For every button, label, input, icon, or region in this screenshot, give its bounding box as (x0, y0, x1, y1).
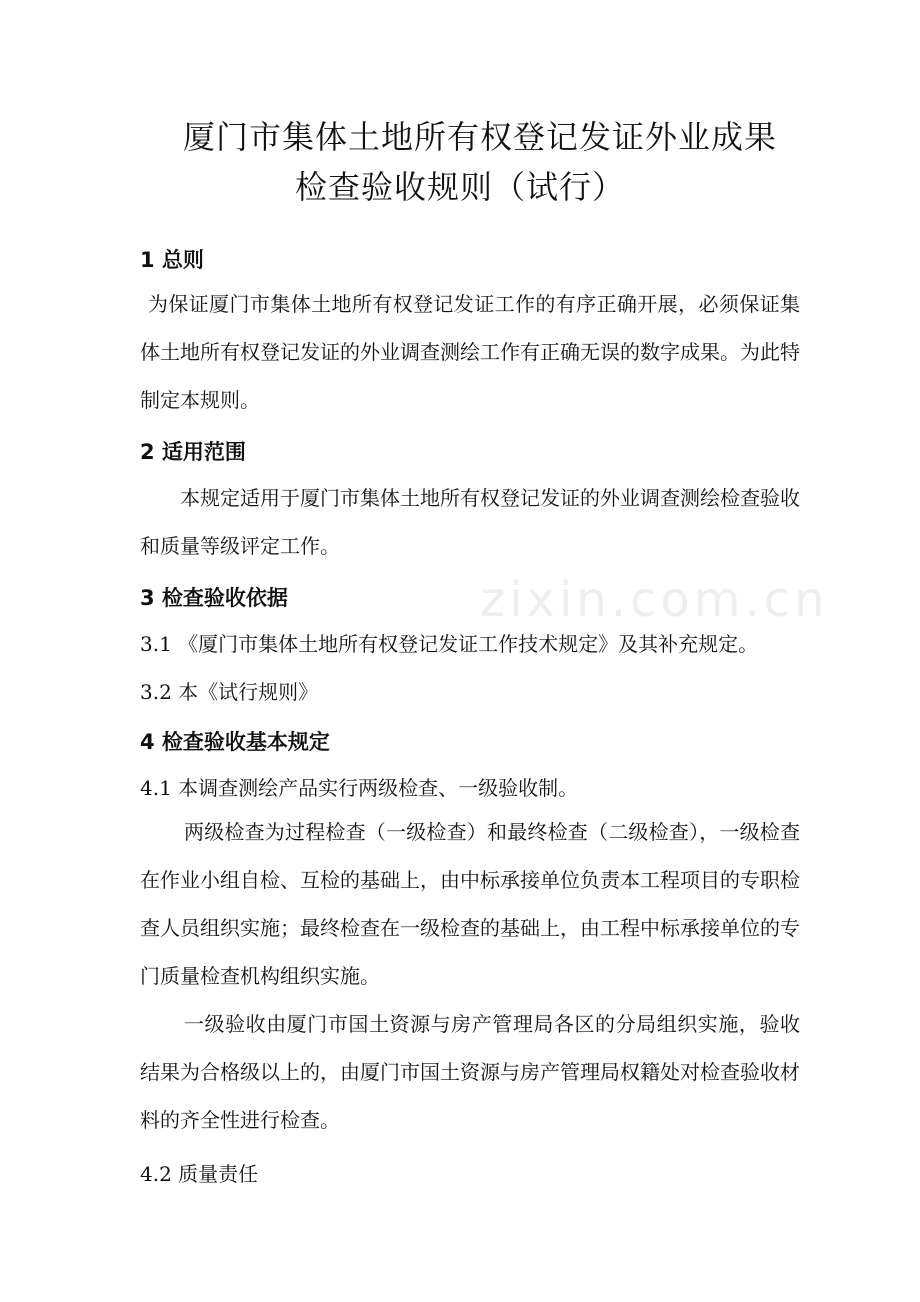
section-3-heading: 3 检查验收依据 (140, 586, 288, 610)
section-3-1: 3.1 《厦门市集体土地所有权登记发证工作技术规定》及其补充规定。 (140, 632, 759, 656)
section-2-heading: 2 适用范围 (140, 440, 246, 464)
section-4-1: 4.1 本调查测绘产品实行两级检查、一级验收制。 (140, 776, 579, 800)
section-1-paragraph: 为保证厦门市集体土地所有权登记发证工作的有序正确开展，必须保证集体土地所有权登记发证的外业调查测绘工作有正确无误的数字成果。为此特制定本规则。 (140, 292, 800, 412)
section-3-2: 3.2 本《试行规则》 (140, 680, 319, 704)
section-1-heading: 1 总则 (140, 248, 204, 272)
document-title-line1: 厦门市集体土地所有权登记发证外业成果 (182, 118, 777, 156)
section-2-paragraph: 本规定适用于厦门市集体土地所有权登记发证的外业调查测绘检查验收和质量等级评定工作。 (140, 486, 800, 558)
section-4-heading: 4 检查验收基本规定 (140, 730, 330, 754)
document-title-line2: 检查验收规则（试行） (294, 168, 625, 206)
watermark: zixin.com.cn (480, 572, 829, 628)
section-4-1-paragraph-1: 两级检查为过程检查（一级检查）和最终检查（二级检查），一级检查在作业小组自检、互检的基础上，由中标承接单位负责本工程项目的专职检查人员组织实施；最终检查在一级检查的基础上，由工程中标承接单位的专门质量检查机构组织实施。 (140, 820, 800, 988)
section-4-2: 4.2 质量责任 (140, 1162, 259, 1186)
section-4-1-paragraph-2: 一级验收由厦门市国土资源与房产管理局各区的分局组织实施，验收结果为合格级以上的，由厦门市国土资源与房产管理局权籍处对检查验收材料的齐全性进行检查。 (140, 1012, 800, 1132)
